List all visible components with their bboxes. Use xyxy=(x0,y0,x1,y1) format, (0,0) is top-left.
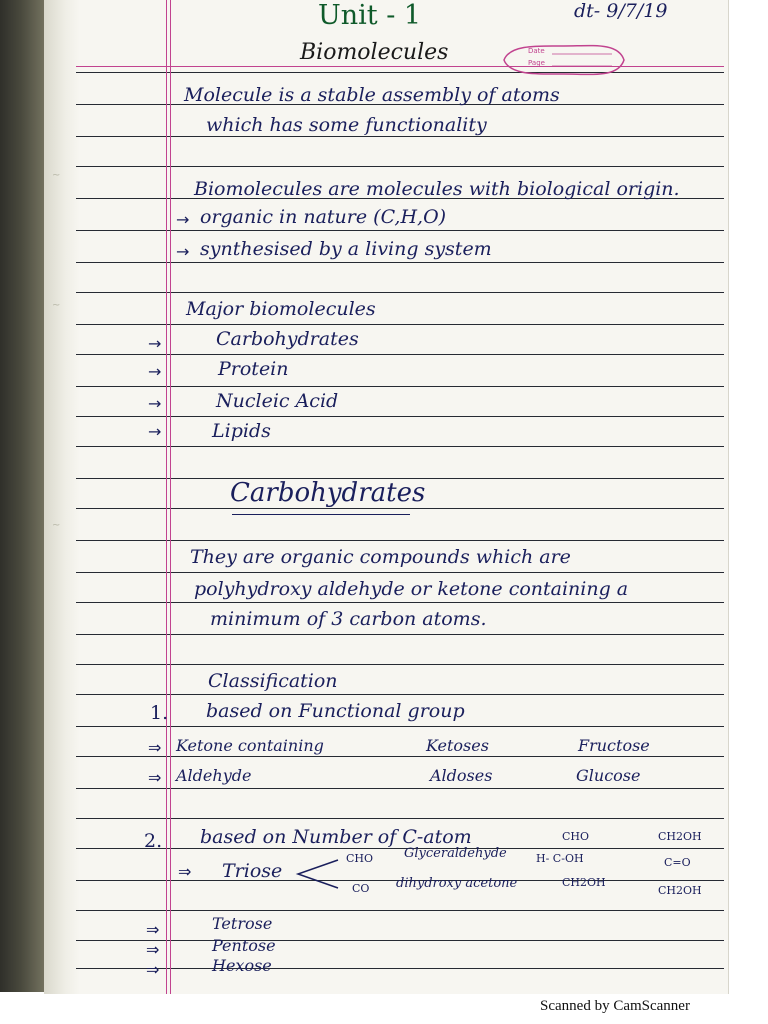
molecule-definition-line1: Molecule is a stable assembly of atoms xyxy=(184,84,560,106)
major-item-carbohydrates: Carbohydrates xyxy=(216,328,359,350)
stamp-page-label: Page xyxy=(528,59,545,67)
branch-brace xyxy=(292,854,340,894)
arrow-icon: → xyxy=(148,422,162,441)
implies-arrow-icon: ⇒ xyxy=(146,960,160,979)
biomolecule-definition: Biomolecules are molecules with biological origin. xyxy=(194,178,680,200)
ruled-line xyxy=(76,292,724,293)
page-curl-shadow xyxy=(44,0,80,994)
stamp-date-label: Date xyxy=(528,47,545,55)
implies-arrow-icon: ⇒ xyxy=(146,940,160,959)
point-synthesised: synthesised by a living system xyxy=(200,238,492,260)
dihydroxy-acetone-label: dihydroxy acetone xyxy=(396,876,518,891)
major-biomolecules-heading: Major biomolecules xyxy=(186,298,376,320)
arrow-icon: → xyxy=(148,334,162,353)
glyceraldehyde-label: Glyceraldehyde xyxy=(404,846,507,861)
ruled-line xyxy=(76,354,724,355)
carb-definition-line2: polyhydroxy aldehyde or ketone containing a xyxy=(194,578,629,600)
ruled-line xyxy=(76,386,724,387)
ruled-line xyxy=(76,848,724,849)
pentose-label: Pentose xyxy=(212,936,276,955)
bleed-mark: ~ xyxy=(52,300,61,311)
ruled-line xyxy=(76,166,724,167)
aldoses-label: Aldoses xyxy=(430,766,493,785)
ruled-line xyxy=(76,634,724,635)
margin-line xyxy=(166,0,167,994)
implies-arrow-icon: ⇒ xyxy=(178,862,192,881)
ruled-line xyxy=(76,262,724,263)
major-item-lipids: Lipids xyxy=(212,420,271,442)
ruled-line xyxy=(76,572,724,573)
ruled-line xyxy=(76,540,724,541)
hexose-label: Hexose xyxy=(212,956,272,975)
ruled-line xyxy=(76,726,724,727)
triose-cho: CHO xyxy=(346,852,374,865)
implies-arrow-icon: ⇒ xyxy=(148,768,162,787)
ketose-structure-middle: C=O xyxy=(664,856,691,869)
ruled-line xyxy=(76,508,724,509)
classification-number-1: 1. xyxy=(150,702,169,724)
ketone-containing-label: Ketone containing xyxy=(176,736,324,755)
ruled-line xyxy=(76,602,724,603)
arrow-icon: → xyxy=(176,242,190,261)
arrow-icon: → xyxy=(176,210,190,229)
major-item-protein: Protein xyxy=(218,358,289,380)
notebook-binding xyxy=(0,0,48,992)
ruled-line xyxy=(76,756,724,757)
classification-carbon-atoms: based on Number of C-atom xyxy=(200,826,472,848)
unit-heading: Unit - 1 xyxy=(318,0,422,31)
bleed-mark: ~ xyxy=(52,170,61,181)
classification-functional-group: based on Functional group xyxy=(206,700,465,722)
margin-line xyxy=(170,0,171,994)
ruled-line xyxy=(76,446,724,447)
arrow-icon: → xyxy=(148,394,162,413)
heading-underline xyxy=(232,514,410,515)
ruled-line xyxy=(76,910,724,911)
ketoses-label: Ketoses xyxy=(426,736,489,755)
tetrose-label: Tetrose xyxy=(212,914,273,933)
ruled-line xyxy=(76,230,724,231)
ketose-structure-top: CH2OH xyxy=(658,830,702,843)
ruled-line xyxy=(76,694,724,695)
aldose-structure-bottom: CH2OH xyxy=(562,876,606,889)
fructose-label: Fructose xyxy=(578,736,650,755)
date-note: dt- 9/7/19 xyxy=(574,0,668,22)
molecule-definition-line2: which has some functionality xyxy=(206,114,487,136)
carb-definition-line1: They are organic compounds which are xyxy=(190,546,571,568)
classification-heading: Classification xyxy=(208,670,338,692)
triose-label: Triose xyxy=(222,860,283,882)
ruled-line xyxy=(76,136,724,137)
ketose-structure-bottom: CH2OH xyxy=(658,884,702,897)
classification-number-2: 2. xyxy=(144,830,163,852)
triose-co: CO xyxy=(352,882,370,895)
bleed-mark: ~ xyxy=(52,520,61,531)
ruled-line xyxy=(76,664,724,665)
scanner-watermark: Scanned by CamScanner xyxy=(540,998,690,1014)
ruled-line xyxy=(76,416,724,417)
ruled-line xyxy=(76,818,724,819)
carb-definition-line3: minimum of 3 carbon atoms. xyxy=(210,608,487,630)
ruled-line xyxy=(76,968,724,969)
aldose-structure-top: CHO xyxy=(562,830,590,843)
arrow-icon: → xyxy=(148,362,162,381)
point-organic: organic in nature (C,H,O) xyxy=(200,206,447,228)
aldose-structure-middle: H- C-OH xyxy=(536,852,584,865)
date-page-stamp xyxy=(500,40,628,80)
implies-arrow-icon: ⇒ xyxy=(148,738,162,757)
aldehyde-label: Aldehyde xyxy=(176,766,252,785)
carbohydrates-heading: Carbohydrates xyxy=(230,478,426,508)
glucose-label: Glucose xyxy=(576,766,641,785)
ruled-line xyxy=(76,788,724,789)
page-title: Biomolecules xyxy=(300,40,449,65)
major-item-nucleic-acid: Nucleic Acid xyxy=(216,390,339,412)
implies-arrow-icon: ⇒ xyxy=(146,920,160,939)
ruled-line xyxy=(76,940,724,941)
ruled-line xyxy=(76,324,724,325)
